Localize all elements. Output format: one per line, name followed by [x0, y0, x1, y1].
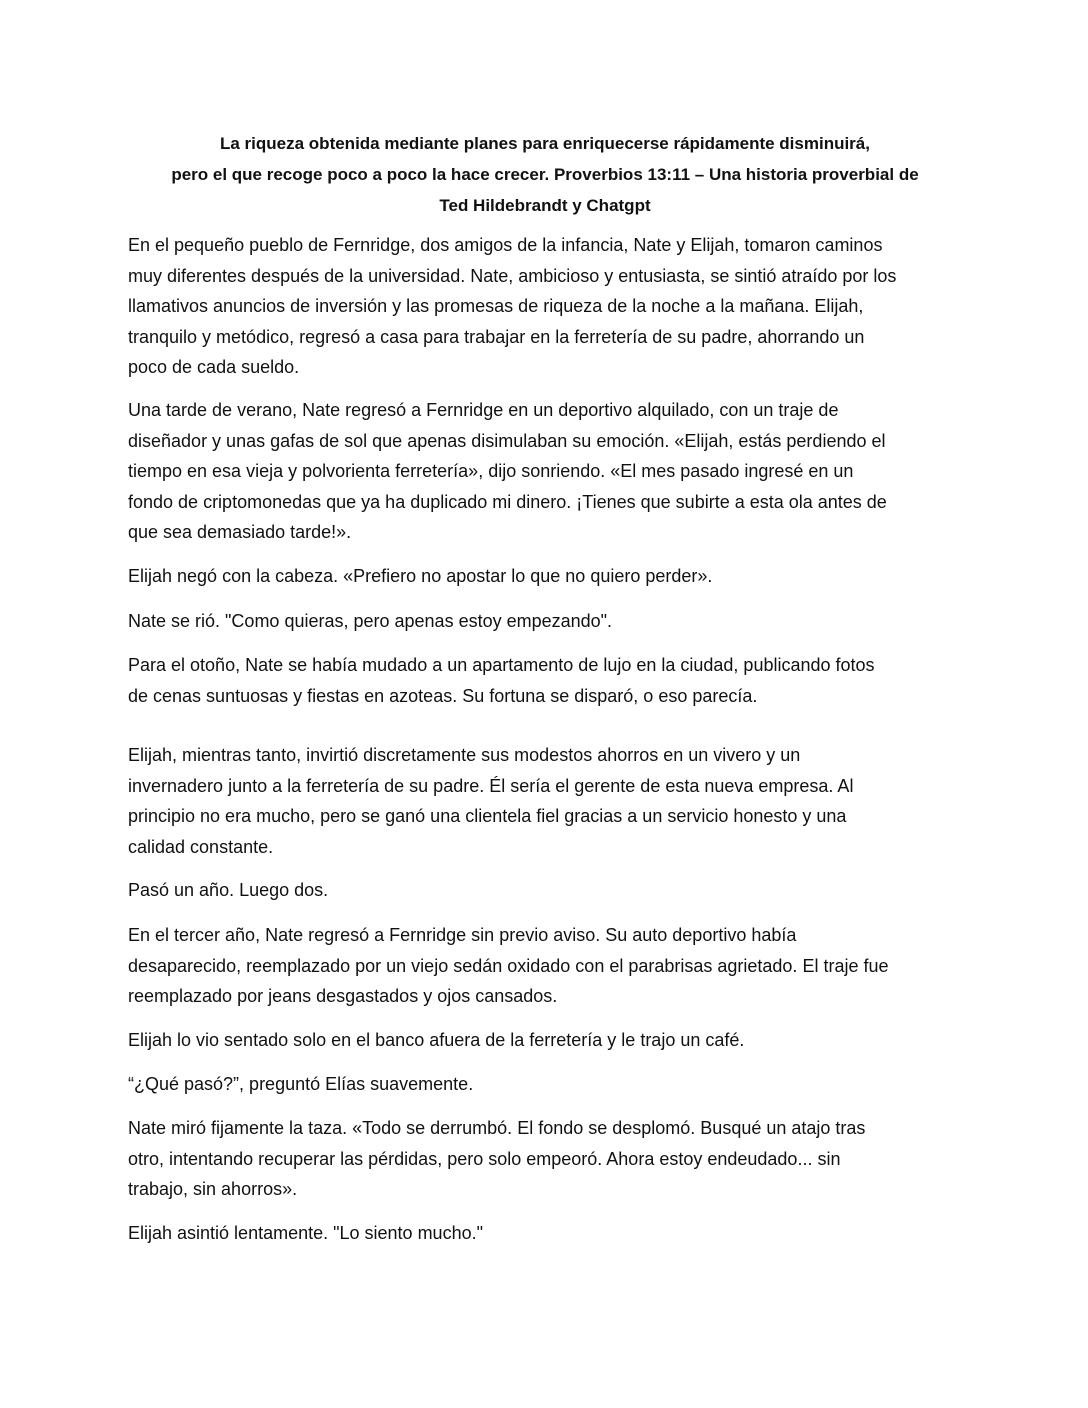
- document-title: [128, 128, 962, 221]
- text-line: Nate se rió. "Como quieras, pero apenas estoy empezando".: [128, 611, 613, 631]
- text-line: Elijah asintió lentamente. "Lo siento mucho.": [128, 1223, 483, 1243]
- paragraph-elijah-refuses: [128, 561, 962, 592]
- text-line: Una tarde de verano, Nate regresó a Fernridge en un deportivo alquilado, con un traje de: [128, 400, 839, 420]
- text-line: Para el otoño, Nate se había mudado a un apartamento de lujo en la ciudad, publicando fotos: [128, 655, 875, 675]
- text-line: reemplazado por jeans desgastados y ojos cansados.: [128, 986, 558, 1006]
- paragraph-autumn: [128, 650, 962, 711]
- text-line: muy diferentes después de la universidad. Nate, ambicioso y entusiasta, se sintió atraído por los: [128, 265, 897, 286]
- text-line: trabajo, sin ahorros».: [128, 1179, 298, 1199]
- title-line: pero el que recoge poco a poco la hace crecer. Proverbios 13:11 – Una historia proverbial de: [171, 165, 919, 184]
- text-line: En el pequeño pueblo de Fernridge, dos amigos de la infancia, Nate y Elijah, tomaron caminos: [128, 235, 883, 255]
- text-line: Elijah lo vio sentado solo en el banco afuera de la ferretería y le trajo un café.: [128, 1030, 745, 1050]
- title-line: Ted Hildebrandt y Chatgpt: [439, 196, 651, 215]
- text-line: Pasó un año. Luego dos.: [128, 880, 329, 900]
- text-line: “¿Qué pasó?”, preguntó Elías suavemente.: [128, 1074, 474, 1094]
- paragraph-elijah-invests: [128, 740, 962, 862]
- paragraph-third-year: [128, 920, 962, 1012]
- paragraph-sorry: [128, 1218, 962, 1249]
- text-line: principio no era mucho, pero se ganó una clientela fiel gracias a un servicio honesto y una: [128, 806, 847, 826]
- paragraph-intro: [128, 230, 962, 383]
- text-line: poco de cada sueldo.: [128, 357, 300, 377]
- text-line: tiempo en esa vieja y polvorienta ferretería», dijo sonriendo. «El mes pasado ingresé en un: [128, 461, 854, 481]
- text-line: fondo de criptomonedas que ya ha duplicado mi dinero. ¡Tienes que subirte a esta ola antes de: [128, 491, 887, 512]
- paragraph-nate-laughs: [128, 606, 962, 637]
- text-line: tranquilo y metódico, regresó a casa para trabajar en la ferretería de su padre, ahorrando un: [128, 326, 865, 347]
- text-line: otro, intentando recuperar las pérdidas, pero solo empeoró. Ahora estoy endeudado... sin: [128, 1148, 841, 1169]
- text-line: desaparecido, reemplazado por un viejo sedán oxidado con el parabrisas agrietado. El traje fue: [128, 955, 889, 976]
- title-line: La riqueza obtenida mediante planes para enriquecerse rápidamente disminuirá,: [220, 134, 870, 153]
- text-line: calidad constante.: [128, 836, 274, 857]
- text-line: llamativos anuncios de inversión y las promesas de riqueza de la noche a la mañana. Elijah,: [128, 296, 864, 316]
- paragraph-what-happened: [128, 1069, 962, 1100]
- text-line: diseñador y unas gafas de sol que apenas disimulaban su emoción. «Elijah, estás perdiendo el: [128, 430, 886, 451]
- paragraph-summer-visit: [128, 395, 962, 548]
- text-line: invernadero junto a la ferretería de su padre. Él sería el gerente de esta nueva empresa. Al: [128, 775, 854, 796]
- paragraph-coffee: [128, 1025, 962, 1056]
- text-line: de cenas suntuosas y fiestas en azoteas. Su fortuna se disparó, o eso parecía.: [128, 685, 758, 706]
- paragraph-collapse: [128, 1113, 962, 1205]
- text-line: que sea demasiado tarde!».: [128, 522, 352, 542]
- paragraph-years-pass: [128, 875, 962, 906]
- text-line: Nate miró fijamente la taza. «Todo se derrumbó. El fondo se desplomó. Busqué un atajo tras: [128, 1118, 866, 1138]
- text-line: Elijah, mientras tanto, invirtió discretamente sus modestos ahorros en un vivero y un: [128, 745, 801, 765]
- text-line: En el tercer año, Nate regresó a Fernridge sin previo aviso. Su auto deportivo había: [128, 925, 797, 945]
- text-line: Elijah negó con la cabeza. «Prefiero no apostar lo que no quiero perder».: [128, 566, 713, 586]
